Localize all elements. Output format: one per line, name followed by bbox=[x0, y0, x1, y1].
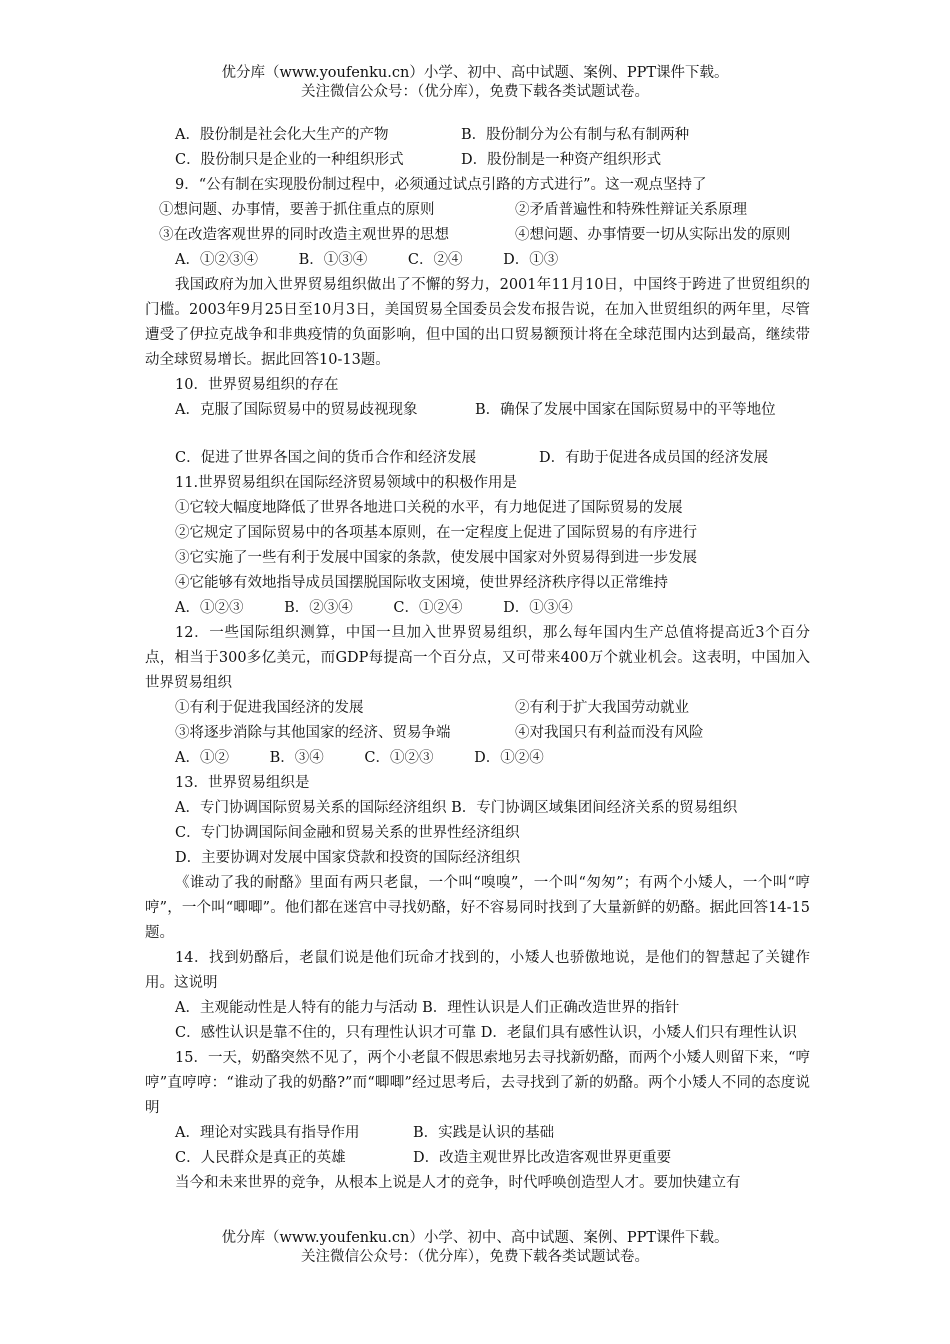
q10-option-a: A．克服了国际贸易中的贸易歧视现象 bbox=[175, 402, 418, 418]
q12-items-12 bbox=[145, 696, 810, 721]
q13-options-ab: A．专门协调国际贸易关系的国际经济组织 B．专门协调区域集团间经济关系的贸易组织 bbox=[175, 800, 738, 816]
q15-option-a: A．理论对实践具有指导作用 bbox=[175, 1125, 360, 1141]
q12-stem: 12．一些国际组织测算，中国一旦加入世界贸易组织，那么每年国内生产总值将提高近3个百分点，相当于300多亿美元，而GDP每提高一个百分点，又可带来400万个就业机会。这表明，中国加入世界贸易组织 bbox=[145, 625, 810, 691]
q8-options-cd bbox=[145, 148, 810, 173]
q12-item-4: ④对我国只有利益而没有风险 bbox=[515, 725, 704, 741]
q15-option-c: C．人民群众是真正的英雄 bbox=[175, 1150, 346, 1166]
q15-options-cd bbox=[145, 1146, 810, 1171]
q11-option-a: A．①②③ bbox=[175, 600, 244, 616]
q15-stem: 15．一天，奶酪突然不见了，两个小老鼠不假思索地另去寻找新奶酪，而两个小矮人则留下来，“哼哼”直哼哼：“谁动了我的奶酪?”而“唧唧”经过思考后，去寻找到了新的奶酪。两个小矮人不同的态度说明 bbox=[145, 1050, 810, 1116]
material-paragraph-1: 我国政府为加入世界贸易组织做出了不懈的努力，2001年11月10日，中国终于跨进了世贸组织的门槛。2003年9月25日至10月3日，美国贸易全国委员会发布报告说，在加入世贸组织的两年里，尽管遭受了伊拉克战争和非典疫情的负面影响，但中国的出口贸易额预计将在全球范围内达到最高，继续带动全球贸易增长。据此回答10-13题。 bbox=[145, 277, 810, 368]
material-paragraph-3: 当今和未来世界的竞争，从根本上说是人才的竞争，时代呼唤创造型人才。要加快建立有 bbox=[175, 1175, 741, 1191]
q15-options-ab bbox=[145, 1121, 810, 1146]
q9-stem: 9．“公有制在实现股份制过程中，必须通过试点引路的方式进行”。这一观点坚持了 bbox=[175, 177, 707, 193]
q11-option-c: C．①②④ bbox=[393, 600, 463, 616]
q11-item-2: ②它规定了国际贸易中的各项基本原则，在一定程度上促进了国际贸易的有序进行 bbox=[175, 525, 697, 541]
q12-item-2: ②有利于扩大我国劳动就业 bbox=[515, 700, 689, 716]
q9-option-b: B．①③④ bbox=[298, 252, 368, 268]
blank-gap bbox=[145, 423, 810, 446]
q9-item-1: ①想问题、办事情，要善于抓住重点的原则 bbox=[159, 202, 435, 218]
q8-option-c: C．股份制只是企业的一种组织形式 bbox=[175, 152, 404, 168]
header-line-2: 关注微信公众号：（优分库），免费下载各类试题试卷。 bbox=[301, 84, 649, 100]
q11-item-4: ④它能够有效地指导成员国摆脱国际收支困境，使世界经济秩序得以正常维持 bbox=[175, 575, 668, 591]
q13-option-c: C．专门协调国际间金融和贸易关系的世界性经济组织 bbox=[175, 825, 520, 841]
page-header bbox=[0, 64, 950, 102]
q13-option-d: D．主要协调对发展中国家贷款和投资的国际经济组织 bbox=[175, 850, 521, 866]
q11-option-d: D．①③④ bbox=[503, 600, 573, 616]
q12-option-b: B．③④ bbox=[269, 750, 324, 766]
q11-option-b: B．②③④ bbox=[284, 600, 353, 616]
q8-option-b: B．股份制分为公有制与私有制两种 bbox=[461, 127, 690, 143]
q14-options-cd: C．感性认识是靠不住的，只有理性认识才可靠 D．老鼠们具有感性认识，小矮人们只有理性认识 bbox=[175, 1025, 797, 1041]
material-paragraph-2: 《谁动了我的耐酪》里面有两只老鼠，一个叫“嗅嗅”，一个叫“匆匆”；有两个小矮人，一个叫“哼哼”，一个叫“唧唧”。他们都在迷宫中寻找奶酪，好不容易同时找到了大量新鲜的奶酪。据此回答14-15题。 bbox=[145, 875, 810, 941]
exam-content bbox=[145, 123, 810, 1196]
q9-option-d: D．①③ bbox=[503, 252, 559, 268]
q14-stem: 14．找到奶酪后，老鼠们说是他们玩命才找到的，小矮人也骄傲地说，是他们的智慧起了关键作用。这说明 bbox=[145, 950, 810, 991]
q9-option-a: A．①②③④ bbox=[175, 252, 258, 268]
q12-item-1: ①有利于促进我国经济的发展 bbox=[175, 700, 364, 716]
q10-stem: 10．世界贸易组织的存在 bbox=[175, 377, 339, 393]
q8-option-d: D．股份制是一种资产组织形式 bbox=[461, 152, 662, 168]
q9-items-12 bbox=[145, 198, 810, 223]
q11-item-3: ③它实施了一些有利于发展中国家的条款，使发展中国家对外贸易得到进一步发展 bbox=[175, 550, 697, 566]
q15-option-d: D．改造主观世界比改造客观世界更重要 bbox=[413, 1150, 672, 1166]
q10-option-c: C．促进了世界各国之间的货币合作和经济发展 bbox=[175, 450, 477, 466]
q11-options bbox=[145, 596, 810, 621]
q9-item-3: ③在改造客观世界的同时改造主观世界的思想 bbox=[159, 227, 449, 243]
q10-options-ab bbox=[145, 398, 810, 423]
q13-stem: 13．世界贸易组织是 bbox=[175, 775, 310, 791]
q10-option-d: D．有助于促进各成员国的经济发展 bbox=[539, 450, 769, 466]
header-line-1: 优分库（www.youfenku.cn）小学、初中、高中试题、案例、PPT课件下载。 bbox=[221, 65, 729, 81]
q9-options bbox=[145, 248, 810, 273]
q9-items-34 bbox=[145, 223, 810, 248]
q14-options-ab: A．主观能动性是人特有的能力与活动 B．理性认识是人们正确改造世界的指针 bbox=[175, 1000, 680, 1016]
q12-option-a: A．①② bbox=[175, 750, 229, 766]
q9-item-2: ②矛盾普遍性和特殊性辩证关系原理 bbox=[515, 202, 747, 218]
q11-item-1: ①它较大幅度地降低了世界各地进口关税的水平，有力地促进了国际贸易的发展 bbox=[175, 500, 683, 516]
footer-line-2: 关注微信公众号：（优分库），免费下载各类试题试卷。 bbox=[301, 1249, 649, 1265]
q12-items-34 bbox=[145, 721, 810, 746]
q11-stem: 11.世界贸易组织在国际经济贸易领域中的积极作用是 bbox=[175, 475, 518, 491]
q12-option-d: D．①②④ bbox=[474, 750, 544, 766]
q12-option-c: C．①②③ bbox=[364, 750, 434, 766]
q12-item-3: ③将逐步消除与其他国家的经济、贸易争端 bbox=[175, 725, 451, 741]
footer-line-1: 优分库（www.youfenku.cn）小学、初中、高中试题、案例、PPT课件下载。 bbox=[221, 1230, 729, 1246]
q9-item-4: ④想问题、办事情要一切从实际出发的原则 bbox=[515, 227, 791, 243]
q8-option-a: A．股份制是社会化大生产的产物 bbox=[175, 127, 389, 143]
page-footer bbox=[0, 1229, 950, 1267]
q10-option-b: B．确保了发展中国家在国际贸易中的平等地位 bbox=[475, 402, 776, 418]
q10-options-cd bbox=[145, 446, 810, 471]
q15-option-b: B．实践是认识的基础 bbox=[413, 1125, 555, 1141]
q8-options-ab bbox=[145, 123, 810, 148]
q9-option-c: C．②④ bbox=[407, 252, 463, 268]
q12-options bbox=[145, 746, 810, 771]
